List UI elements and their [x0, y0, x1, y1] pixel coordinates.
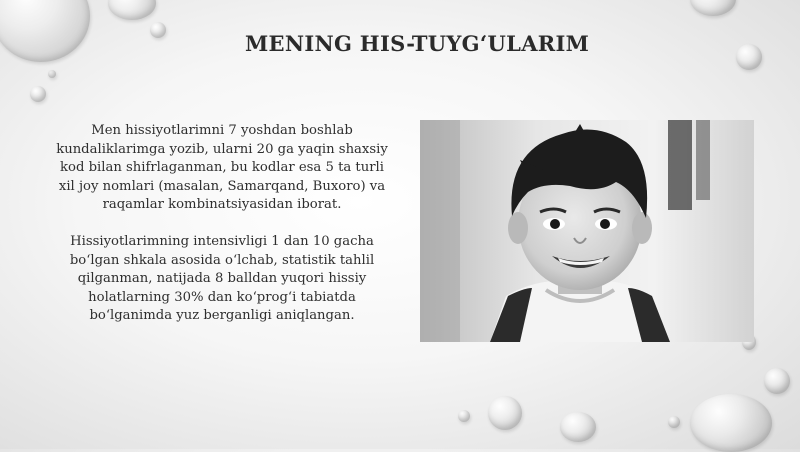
body-text	[52, 122, 392, 344]
water-drop-decoration	[736, 44, 762, 70]
water-drop-decoration	[690, 394, 772, 452]
water-drop-decoration	[108, 0, 156, 20]
water-drop-decoration	[668, 416, 680, 428]
paragraph: Hissiyotlarimning intensivligi 1 dan 10 gacha bo‘lgan shkala asosida o‘lchab, statistik tahlil qilganman, natijada 8 balldan yuqori hissiy holatlarning 30% dan ko‘prog‘i tabiatda bo‘lganimda yuz berganligi aniqlangan.	[69, 233, 375, 324]
boy-portrait-illustration	[420, 120, 754, 342]
water-drop-decoration	[30, 86, 46, 102]
paragraph: Men hissiyotlarimni 7 yoshdan boshlab kundaliklarimga yozib, ularni 20 ga yaqin shaxsiy kod bilan shifrlaganman, bu kodlar esa 5 ta turli xil joy nomlari (masalan, Samarqand, Buxoro) va raqamlar kombinatsiyasidan iborat.	[56, 123, 388, 213]
water-drop-decoration	[488, 396, 522, 430]
water-drop-decoration	[48, 70, 56, 78]
boy-portrait-photo	[420, 120, 754, 342]
water-drop-decoration	[690, 0, 736, 16]
water-drop-decoration	[0, 0, 90, 62]
water-drop-decoration	[764, 368, 790, 394]
water-drop-decoration	[560, 412, 596, 442]
slide-title: MENING HIS-TUYG‘ULARIM	[245, 31, 590, 56]
water-drop-decoration	[150, 22, 166, 38]
water-drop-decoration	[458, 410, 470, 422]
